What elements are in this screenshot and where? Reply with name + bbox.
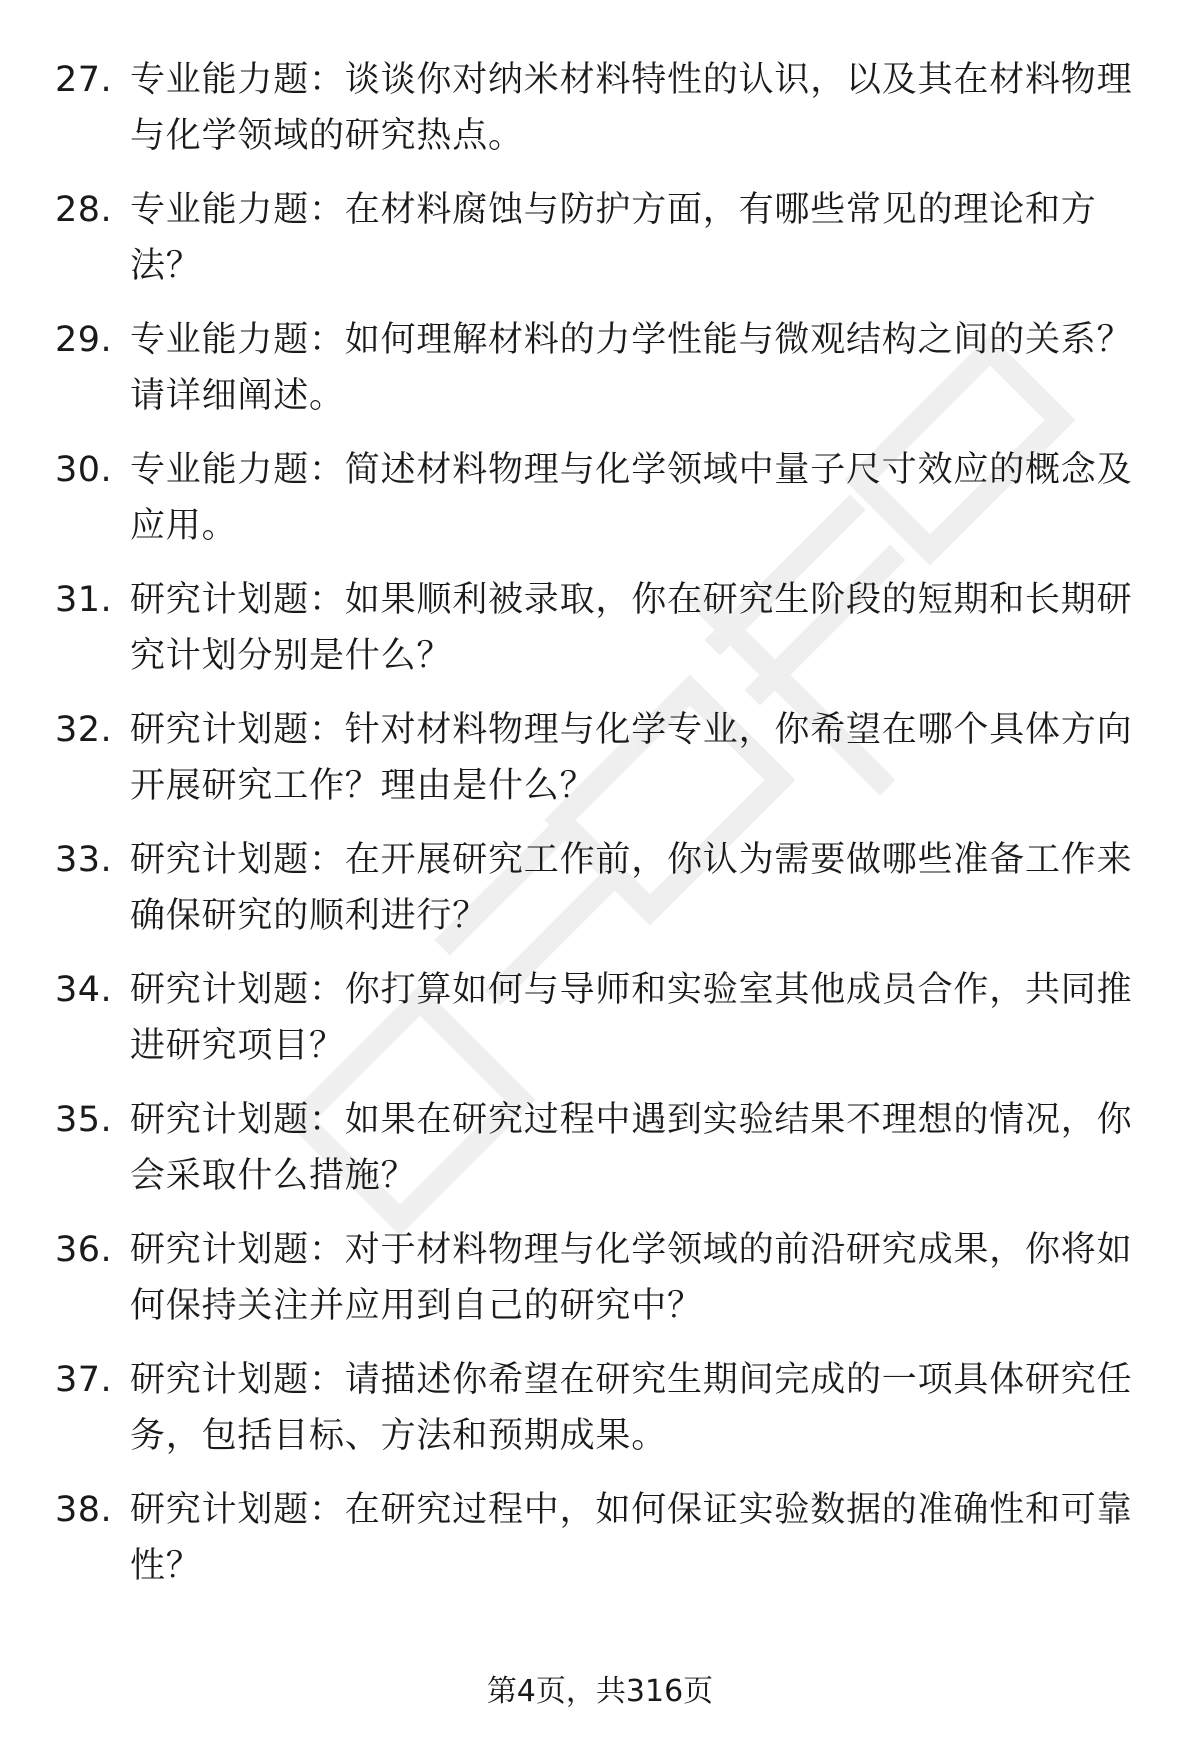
list-item [0, 702, 1200, 832]
list-item [0, 1482, 1200, 1612]
question-number: 28. [55, 190, 113, 230]
question-text: 研究计划题：如果顺利被录取，你在研究生阶段的短期和长期研究计划分别是什么？ [130, 580, 1133, 676]
question-text: 专业能力题：谈谈你对纳米材料特性的认识，以及其在材料物理与化学领域的研究热点。 [130, 60, 1133, 156]
question-number: 37. [55, 1360, 113, 1400]
question-text: 研究计划题：在研究过程中，如何保证实验数据的准确性和可靠性？ [130, 1490, 1133, 1586]
list-item [0, 182, 1200, 312]
question-number: 34. [55, 970, 113, 1010]
question-text: 专业能力题：在材料腐蚀与防护方面，有哪些常见的理论和方法？ [130, 190, 1097, 286]
list-item [0, 442, 1200, 572]
question-text: 研究计划题：请描述你希望在研究生期间完成的一项具体研究任务，包括目标、方法和预期成果。 [130, 1360, 1133, 1456]
question-text: 研究计划题：如果在研究过程中遇到实验结果不理想的情况，你会采取什么措施？ [130, 1100, 1133, 1196]
question-text: 研究计划题：对于材料物理与化学领域的前沿研究成果，你将如何保持关注并应用到自己的研究中？ [130, 1230, 1133, 1326]
question-list [0, 52, 1200, 1612]
list-item [0, 312, 1200, 442]
question-number: 31. [55, 580, 113, 620]
list-item [0, 1352, 1200, 1482]
question-number: 36. [55, 1230, 113, 1270]
question-text: 专业能力题：简述材料物理与化学领域中量子尺寸效应的概念及应用。 [130, 450, 1133, 546]
list-item [0, 52, 1200, 182]
question-text: 专业能力题：如何理解材料的力学性能与微观结构之间的关系？请详细阐述。 [130, 320, 1133, 416]
question-number: 30. [55, 450, 113, 490]
question-number: 35. [55, 1100, 113, 1140]
question-text: 研究计划题：在开展研究工作前，你认为需要做哪些准备工作来确保研究的顺利进行？ [130, 840, 1133, 936]
page-indicator: 第4页，共316页 [486, 1674, 714, 1709]
list-item [0, 1222, 1200, 1352]
question-number: 29. [55, 320, 113, 360]
question-number: 32. [55, 710, 113, 750]
list-item [0, 1092, 1200, 1222]
question-number: 27. [55, 60, 113, 100]
list-item [0, 832, 1200, 962]
list-item [0, 572, 1200, 702]
question-number: 38. [55, 1490, 113, 1530]
question-text: 研究计划题：针对材料物理与化学专业，你希望在哪个具体方向开展研究工作？理由是什么？ [130, 710, 1133, 806]
question-number: 33. [55, 840, 113, 880]
question-text: 研究计划题：你打算如何与导师和实验室其他成员合作，共同推进研究项目？ [130, 970, 1133, 1066]
list-item [0, 962, 1200, 1092]
